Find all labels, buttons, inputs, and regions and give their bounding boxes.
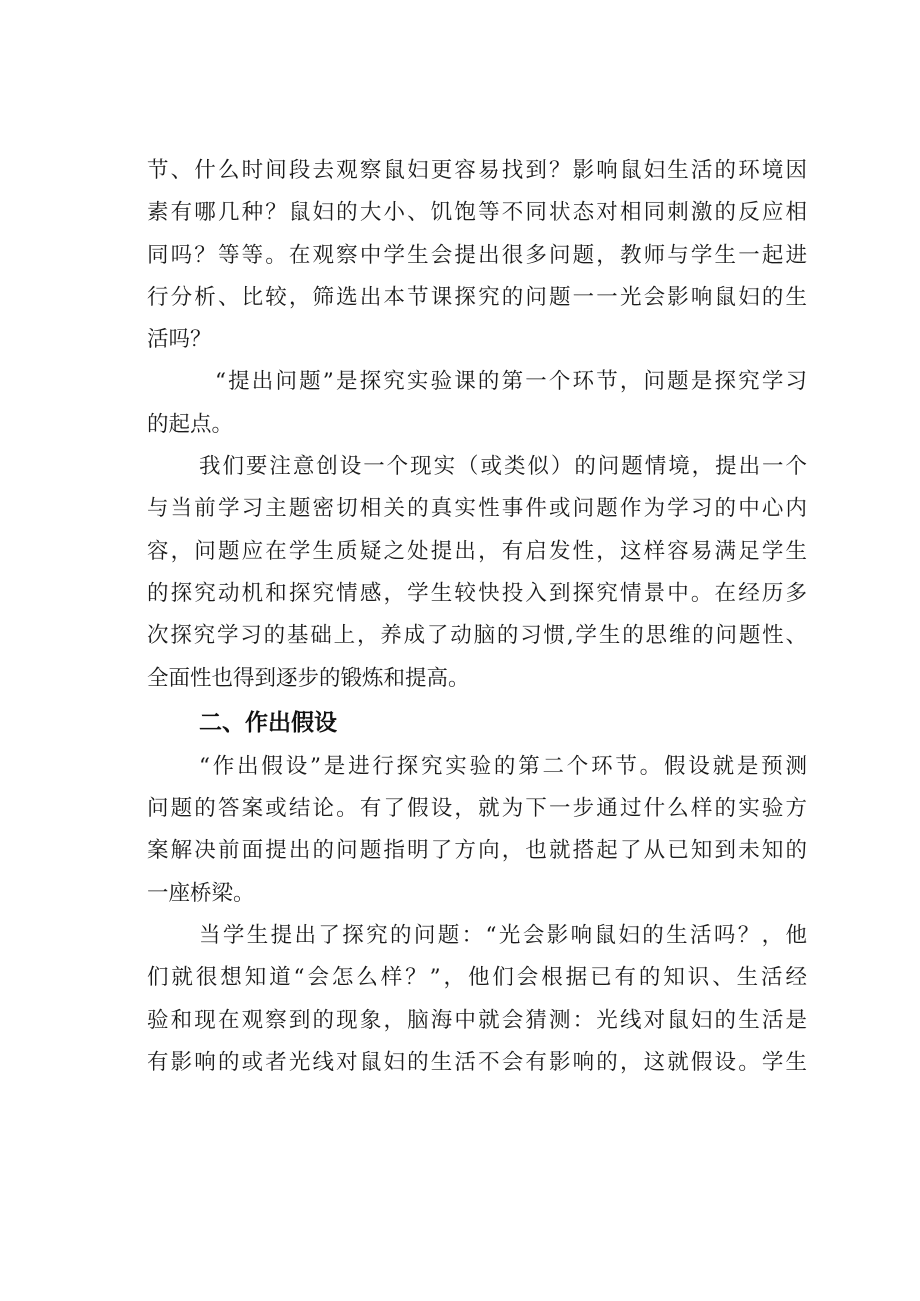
text-line: 问题的答案或结论。有了假设，就为下一步通过什么样的实验方 [147, 796, 807, 822]
text-line: 与当前学习主题密切相关的真实性事件或问题作为学习的中心内 [147, 496, 807, 522]
text-line: 们就很想知道“会怎么样？”，他们会根据已有的知识、生活经 [147, 965, 807, 991]
text-line: 验和现在观察到的现象，脑海中就会猜测：光线对鼠妇的生活是 [147, 1007, 807, 1033]
text-line: 的探究动机和探究情感，学生较快投入到探究情景中。在经历多 [147, 580, 807, 606]
text-line: 一座桥梁。 [147, 880, 255, 906]
text-line: “提出问题”是探究实验课的第一个环节，问题是探究学习 [215, 369, 807, 395]
text-line: 容，问题应在学生质疑之处提出，有启发性，这样容易满足学生 [147, 538, 807, 564]
text-line: 全面性也得到逐步的锻炼和提高。 [147, 665, 470, 691]
text-line: 次探究学习的基础上，养成了动脑的习惯,学生的思维的问题性、 [147, 623, 807, 649]
text-line: 的起点。 [147, 411, 234, 437]
paragraph-5 [147, 915, 807, 1084]
paragraph-2 [147, 361, 807, 446]
text-line: 案解决前面提出的问题指明了方向，也就搭起了从已知到未知的 [147, 838, 807, 864]
paragraph-4 [147, 746, 807, 915]
text-line: 行分析、比较，筛选出本节课探究的问题一一光会影响鼠妇的生 [147, 284, 807, 310]
text-line: 素有哪几种？鼠妇的大小、饥饱等不同状态对相同刺激的反应相 [147, 200, 807, 226]
text-line: 当学生提出了探究的问题：“光会影响鼠妇的生活吗？，他 [199, 923, 807, 949]
text-line: 节、什么时间段去观察鼠妇更容易找到？影响鼠妇生活的环境因 [147, 158, 807, 183]
paragraph-3 [147, 446, 807, 700]
paragraph-1 [147, 150, 807, 361]
text-line: 同吗？等等。在观察中学生会提出很多问题，教师与学生一起进 [147, 242, 807, 268]
text-line: 我们要注意创设一个现实（或类似）的问题情境，提出一个 [199, 454, 807, 480]
section-heading: 二、作出假设 [199, 709, 337, 736]
text-line: 有影响的或者光线对鼠妇的生活不会有影响的，这就假设。学生 [147, 1049, 807, 1075]
text-line: “作出假设”是进行探究实验的第二个环节。假设就是预测 [199, 753, 807, 779]
text-line: 活吗？ [147, 327, 212, 353]
document-body [147, 150, 807, 1084]
